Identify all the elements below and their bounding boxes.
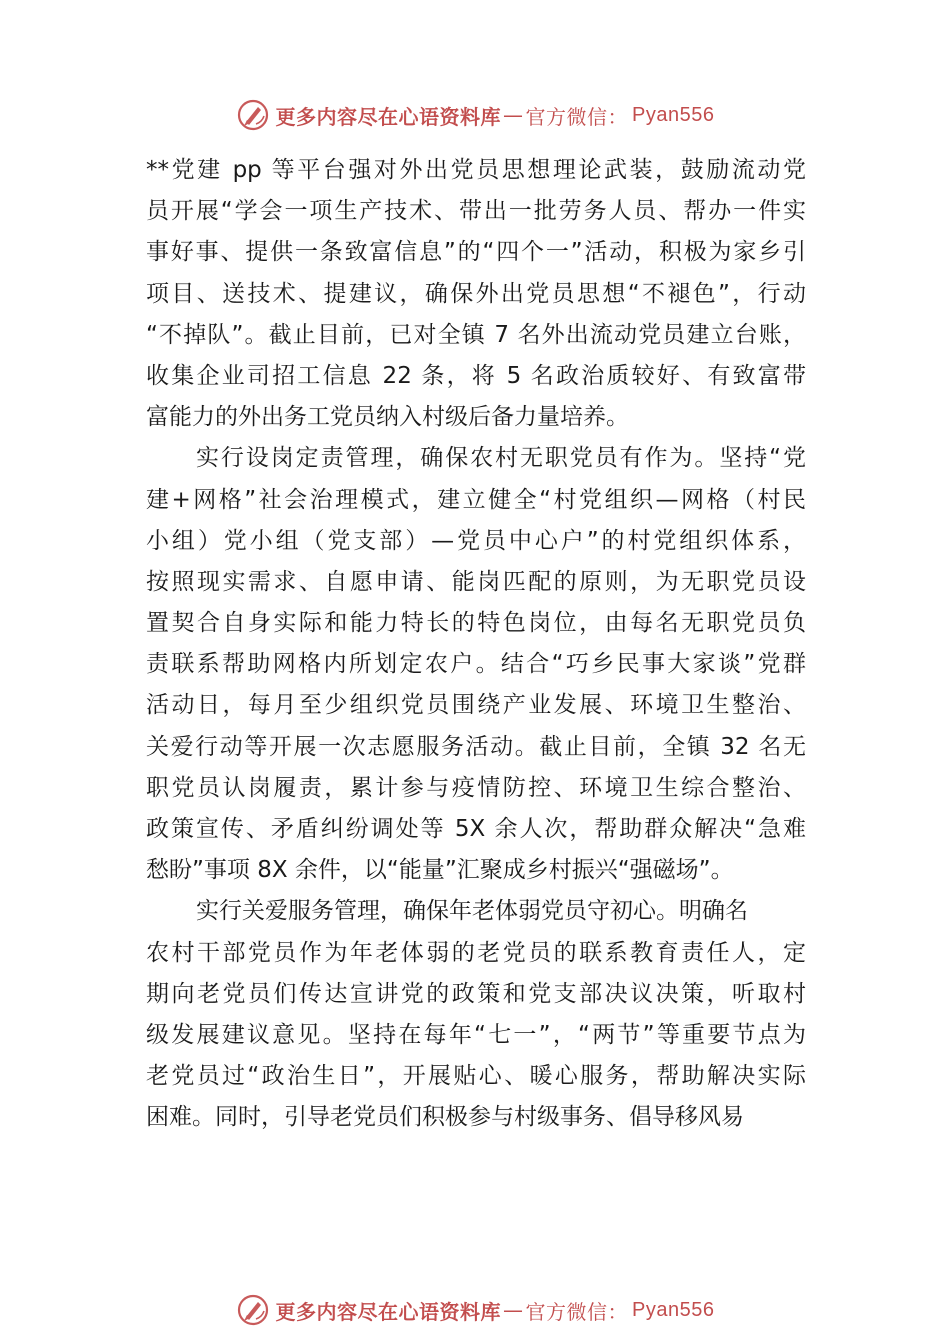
text-line: 置契合自身实际和能力特长的特色岗位，由每名无职党员负 [146,610,806,637]
text-line: 政策宣传、矛盾纠纷调处等 5X 余人次，帮助群众解决“急难 [146,816,806,842]
paragraph-1 [146,150,806,438]
paragraph-3 [146,891,806,1138]
text-line: 事好事、提供一条致富信息”的“四个一”活动，积极为家乡引 [146,239,806,266]
paragraph-2 [146,438,806,891]
watermark-wechat-id: Pyan556 [632,103,715,126]
text-line: 实行设岗定责管理，确保农村无职党员有作为。坚持“党 [196,445,806,472]
text-line: **党建 pp 等平台强对外出党员思想理论武装，鼓励流动党 [146,157,806,183]
text-line: 愁盼”事项 8X 余件，以“能量”汇聚成乡村振兴“强磁场”。 [146,857,734,884]
watermark-dash: — [503,103,524,127]
text-line: 级发展建议意见。坚持在每年“七一”，“两节”等重要节点为 [146,1021,806,1048]
text-line: 按照现实需求、自愿申请、能岗匹配的原则，为无职党员设 [146,568,806,595]
watermark-wechat-id: Pyan556 [632,1298,715,1321]
watermark-brand: 更多内容尽在心语资料库 [275,1299,502,1324]
header-watermark [0,95,950,135]
text-line: 项目、送技术、提建议，确保外出党员思想“不褪色”，行动 [146,280,806,307]
text-line: 收集企业司招工信息 22 条，将 5 名政治质较好、有致富带 [146,362,806,389]
watermark-official-label: 官方微信： [525,104,629,129]
text-line: 富能力的外出务工党员纳入村级后备力量培养。 [146,404,629,431]
pen-logo-icon [236,98,270,132]
text-line: “不掉队”。截止目前，已对全镇 7 名外出流动党员建立台账， [146,321,806,348]
watermark-brand: 更多内容尽在心语资料库 [275,104,502,129]
text-line: 员开展“学会一项生产技术、带出一批劳务人员、帮办一件实 [146,198,806,225]
text-line: 责联系帮助网格内所划定农户。结合“巧乡民事大家谈”党群 [146,651,806,678]
text-line: 农村干部党员作为年老体弱的老党员的联系教育责任人，定 [146,939,806,966]
text-line: 活动日，每月至少组织党员围绕产业发展、环境卫生整治、 [146,692,806,719]
text-line: 期向老党员们传达宣讲党的政策和党支部决议决策，听取村 [146,980,806,1007]
watermark-official-label: 官方微信： [525,1299,629,1324]
text-line: 建+网格”社会治理模式，建立健全“村党组织—网格（村民 [146,486,806,513]
pen-logo-icon [236,1293,270,1327]
footer-watermark [0,1290,950,1330]
text-line: 困难。同时，引导老党员们积极参与村级事务、倡导移风易 [146,1104,744,1131]
text-line: 实行关爱服务管理，确保年老体弱党员守初心。明确名 [196,898,748,925]
text-line: 关爱行动等开展一次志愿服务活动。截止目前，全镇 32 名无 [146,733,806,760]
watermark-dash: — [503,1298,524,1322]
text-line: 老党员过“政治生日”，开展贴心、暖心服务，帮助解决实际 [146,1063,806,1090]
text-line: 小组）党小组（党支部）—党员中心户”的村党组织体系， [146,527,806,554]
document-body [146,150,806,1139]
text-line: 职党员认岗履责，累计参与疫情防控、环境卫生综合整治、 [146,774,806,801]
